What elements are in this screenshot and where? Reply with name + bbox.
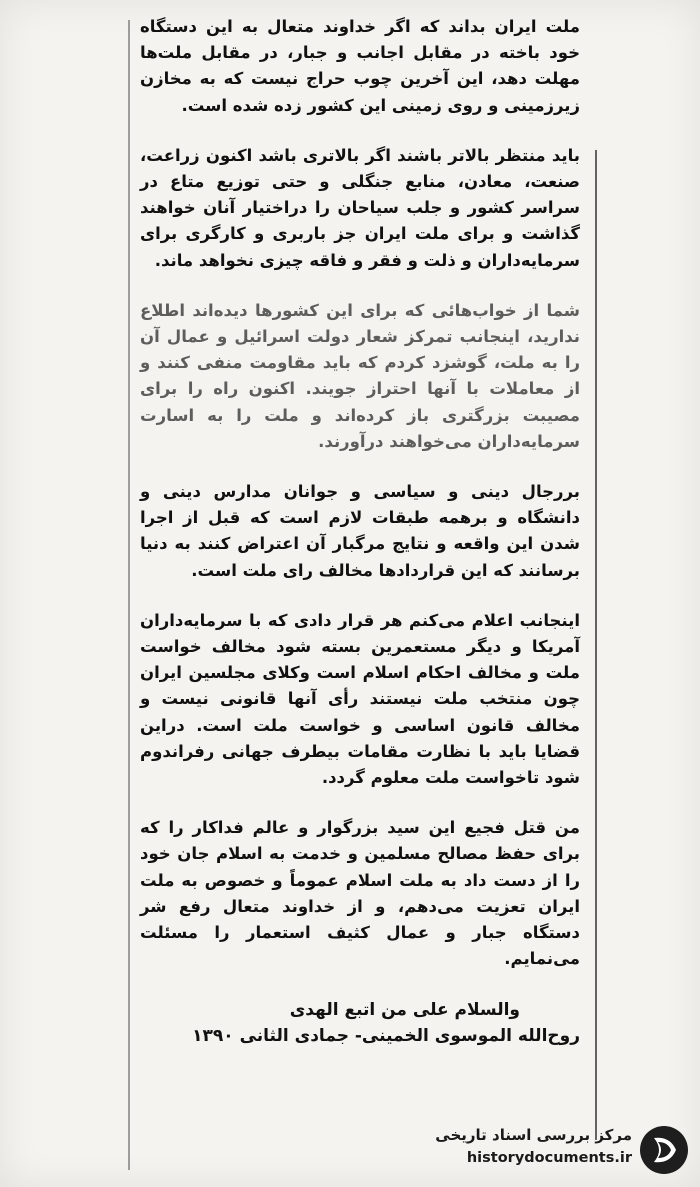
paragraph-2: باید منتظر بالاتر باشند اگر بالاتری باشد اکنون زراعت، صنعت، معادن، منابع جنگلی و حتی توزیع متاع در سراسر کشور و جلب سیاحان را دراختیار آنان خواهند گذاشت و برای ملت ایران جز باربری و کارگری برای سرمایه‌داران و ذلت و فقر و فاقه چیزی نخواهد ماند. (140, 145, 580, 270)
archive-title: مرکز بررسی اسناد تاریخی (435, 1126, 632, 1144)
closing-salutation: والسلام علی من اتبع الهدی (289, 999, 520, 1020)
paragraph-6: من قتل فجیع این سید بزرگوار و عالم فداکار را که برای حفظ مصالح مسلمین و خدمت به اسلام جان خود را از دست داد به ملت اسلام عموماً و خصوص به ملت ایران تعزیت می‌دهم، و از خداوند متعال رفع شر دستگاه جبار و عمال کثیف استعمار را مسئلت می‌نمایم. (140, 818, 580, 969)
archive-url: historydocuments.ir (466, 1150, 632, 1166)
document-archive-logo-icon (640, 1126, 688, 1174)
article-body (140, 14, 580, 1049)
archive-footer (420, 1124, 692, 1176)
paragraph-1: ملت ایران بداند که اگر خداوند متعال به این دستگاه خود باخته در مقابل اجانب و جبار، در مقابل ملت‌ها مهلت دهد، این آخرین چوب حراج نیست که به مخازن زیرزمینی و روی زمینی این کشور زده شده است. (140, 17, 580, 115)
left-column-rule (128, 20, 130, 1170)
signature-line: روح‌الله الموسوی الخمینی- جمادی الثانی ۱۳۹۰ (192, 1025, 580, 1046)
paragraph-4: بررجال دینی و سیاسی و جوانان مدارس دینی و دانشگاه و برهمه طبقات لازم است که قبل از اجرا شدن این واقعه و نتایج مرگبار آن اعتراض کنند به دنیا برسانند که این قراردادها مخالف رای ملت است. (140, 482, 580, 580)
right-column-rule (595, 150, 597, 1140)
paragraph-5: اینجانب اعلام می‌کنم هر قرار دادی که با سرمایه‌داران آمریکا و دیگر مستعمرین بسته شود مخالف خواست ملت و مخالف احکام اسلام است وکلای مجلسین ایران چون منتخب ملت نیستند رأی آنها قانونی نیست و مخالف قانون اساسی و خواست ملت است. دراین قضایا باید با نظارت مقامات بیطرف جهانی رفراندوم شود تاخواست ملت معلوم گردد. (140, 610, 580, 788)
paragraph-3: شما از خواب‌هائی که برای این کشورها دیده‌اند اطلاع ندارید، اینجانب تمرکز شعار دولت اسرائیل و عمال آن را به ملت، گوشزد کردم که باید مقاومت منفی کنند و از معاملات با آنها احتراز جویند. اکنون راه را برای مصیبت بزرگتری باز کرده‌اند و ملت را به اسارت سرمایه‌داران می‌خواهند درآورند. (140, 300, 580, 451)
